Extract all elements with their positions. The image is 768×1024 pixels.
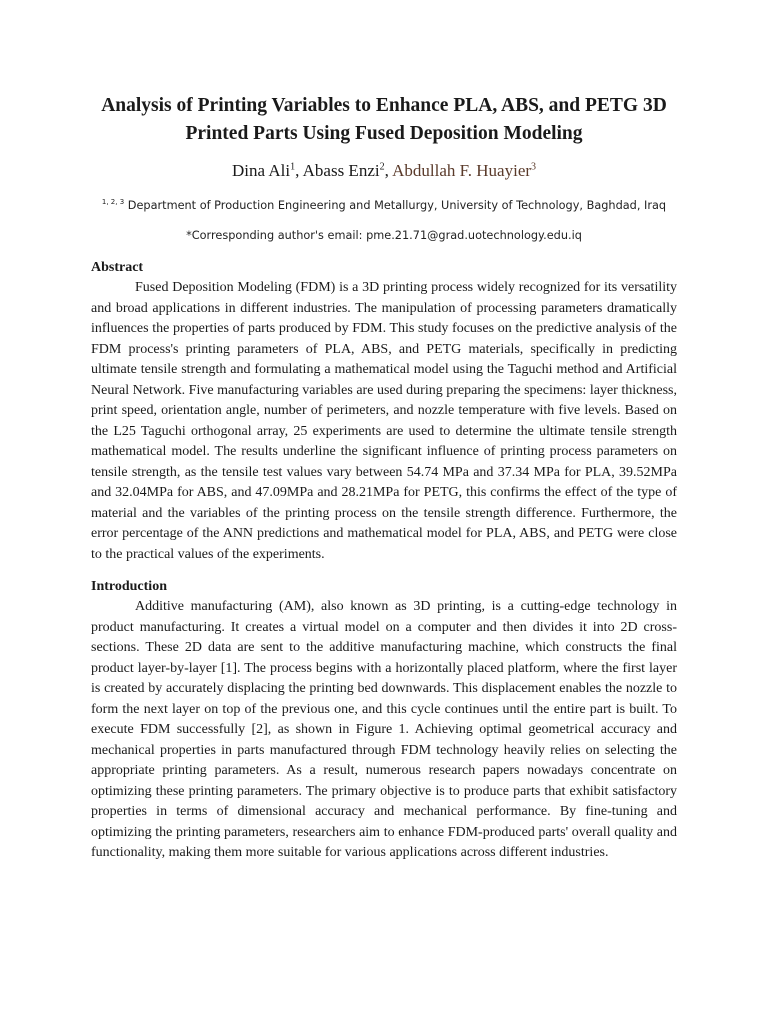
author-affiliation-mark: 3	[531, 161, 537, 173]
author-affiliation-mark: 2	[379, 161, 385, 173]
affiliation-text: Department of Production Engineering and Metallurgy, University of Technology, Baghdad, Iraq	[124, 199, 667, 212]
author-name: Abass Enzi	[302, 161, 380, 180]
affiliation	[91, 198, 677, 214]
author-name: Abdullah F. Huayier	[392, 161, 532, 180]
introduction-body: Additive manufacturing (AM), also known as 3D printing, is a cutting-edge technology in product manufacturing. It creates a virtual model on a computer and then divides it into 2D cross-sections. These 2D data are sent to the additive manufacturing machine, which constructs the final product layer-by-layer [1]. The process begins with a horizontally placed platform, where the first layer is created by accurately displacing the printing bed downwards. This displacement enables the nozzle to form the next layer on top of the previous one, and this cycle continues until the entire part is built. To execute FDM successfully [2], as shown in Figure 1. Achieving optimal geometrical accuracy and mechanical properties in parts manufactured through FDM technology heavily relies on selecting the appropriate printing parameters. As a result, numerous research papers nowadays concentrate on optimizing these printing parameters. The primary objective is to produce parts that exhibit satisfactory properties in terms of dimensional accuracy and mechanical performance. By fine-tuning and optimizing the printing parameters, researchers aim to enhance FDM-produced parts' overall quality and functionality, making them more suitable for various applications across different industries.	[91, 599, 677, 860]
introduction-heading: Introduction	[91, 579, 167, 594]
author-affiliation-mark: 1	[290, 161, 296, 173]
author-separator: ,	[384, 161, 393, 180]
author-list	[91, 160, 677, 182]
affiliation-marks: 1, 2, 3	[101, 198, 125, 207]
abstract-heading: Abstract	[91, 260, 144, 275]
author-name-highlighted	[392, 161, 536, 180]
author-separator: ,	[295, 161, 303, 180]
author-name: Dina Ali	[231, 161, 291, 180]
corresponding-email: *Corresponding author's email: pme.21.71@grad.uotechnology.edu.iq	[186, 229, 582, 242]
abstract-body: Fused Deposition Modeling (FDM) is a 3D printing process widely recognized for its versatility and broad applications in different industries. The manipulation of processing parameters dramatically influences the properties of parts produced by FDM. This study focuses on the predictive analysis of the FDM process's printing parameters of PLA, ABS, and PETG materials, specifically in predicting ultimate tensile strength and formulating a mathematical model using the Taguchi method and Artificial Neural Network. Five manufacturing variables are used during preparing the specimens: layer thickness, print speed, orientation angle, number of perimeters, and nozzle temperature with five levels. Based on the L25 Taguchi orthogonal array, 25 experiments are used to determine the ultimate tensile strength mathematical model. The results underline the significant influence of printing process parameters on tensile strength, as the tensile test values vary between 54.74 MPa and 37.34 MPa for PLA, 39.52MPa and 32.04MPa for ABS, and 47.09MPa and 28.21MPa for PETG, this confirms the effect of the type of material and the variables of the printing process on the tensile strength difference. Furthermore, the error percentage of the ANN predictions and mathematical model for PLA, ABS, and PETG were close to the practical values of the experiments.	[91, 280, 677, 562]
paper-title: Analysis of Printing Variables to Enhance PLA, ABS, and PETG 3D Printed Parts Using Fused Deposition Modeling	[101, 95, 667, 144]
